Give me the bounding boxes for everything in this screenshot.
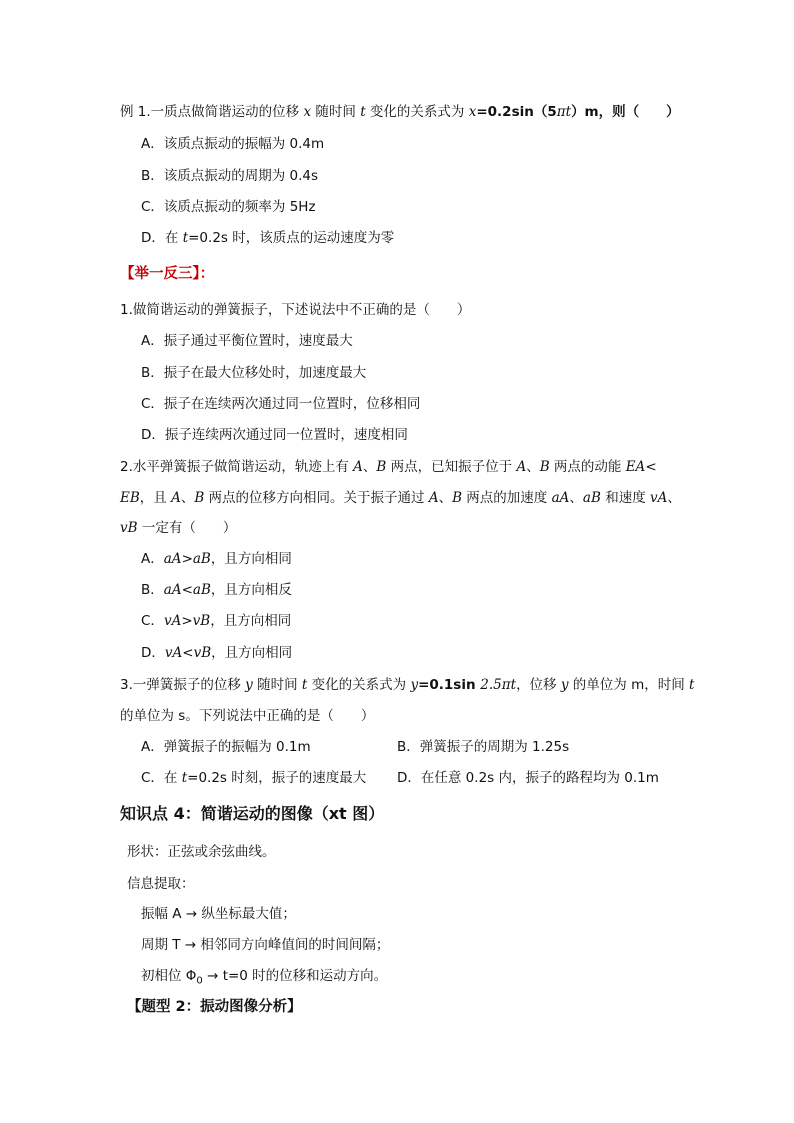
- kp-info: 信息提取：: [127, 876, 195, 892]
- q2-option-d: D．vA<vB，且方向相同: [141, 645, 293, 661]
- q2-option-a: A．aA>aB，且方向相同: [141, 551, 292, 567]
- q3-line-1: 3.一弹簧振子的位移 y 随时间 t 变化的关系式为 y=0.1sin 2.5πt，位移 y 的单位为 m，时间 t: [120, 677, 695, 693]
- knowledge-point-title: 知识点 4：简谐运动的图像（xt 图）: [120, 804, 385, 823]
- q2-option-b: B．aA<aB，且方向相反: [141, 582, 292, 598]
- q1-text: 1.做简谐运动的弹簧振子，下述说法中不正确的是（ ）: [120, 302, 471, 318]
- q1-option-d: D．振子连续两次通过同一位置时，速度相同: [141, 427, 408, 443]
- q3-option-d: D．在任意 0.2s 内，振子的路程均为 0.1m: [397, 770, 659, 786]
- type-title: 【题型 2：振动图像分析】: [127, 999, 302, 1015]
- example-option-b: B．该质点振动的周期为 0.4s: [141, 168, 319, 184]
- example-option-d: D．在 t=0.2s 时，该质点的运动速度为零: [141, 230, 395, 246]
- q3-option-a: A．弹簧振子的振幅为 0.1m: [141, 739, 311, 755]
- q2-line-1: 2.水平弹簧振子做简谐运动，轨迹上有 A、B 两点，已知振子位于 A、B 两点的动能 EA<: [120, 459, 657, 475]
- example-option-c: C．该质点振动的频率为 5Hz: [141, 199, 316, 215]
- q2-option-c: C．vA>vB，且方向相同: [141, 613, 292, 629]
- q3-line-2: 的单位为 s。下列说法中正确的是（ ）: [120, 708, 375, 724]
- kp-shape: 形状：正弦或余弦曲线。: [127, 844, 276, 860]
- q1-option-a: A．振子通过平衡位置时，速度最大: [141, 333, 353, 349]
- kp-period: 周期 T → 相邻同方向峰值间的时间间隔；: [141, 937, 390, 953]
- q2-line-3: vB 一定有（ ）: [120, 520, 237, 536]
- q3-option-c: C．在 t=0.2s 时刻，振子的速度最大: [141, 770, 367, 786]
- kp-amplitude: 振幅 A → 纵坐标最大值；: [141, 906, 296, 922]
- q1-option-b: B．振子在最大位移处时，加速度最大: [141, 365, 367, 381]
- q1-option-c: C．振子在连续两次通过同一位置时，位移相同: [141, 396, 421, 412]
- kp-phase: 初相位 $\Phi_0 \to t=0$ 时的位移和运动方向。: [141, 968, 388, 987]
- q2-line-2: EB，且 A、B 两点的位移方向相同。关于振子通过 A、B 两点的加速度 aA、aB 和速度 vA、: [120, 490, 681, 506]
- q3-option-b: B．弹簧振子的周期为 1.25s: [397, 739, 570, 755]
- section-title: 【举一反三】：: [120, 266, 215, 282]
- example-question: 例 1.一质点做简谐运动的位移 x 随时间 t 变化的关系式为 x=0.2sin（5πt）m，则（ ）: [120, 104, 680, 120]
- example-option-a: A．该质点振动的振幅为 0.4m: [141, 136, 325, 152]
